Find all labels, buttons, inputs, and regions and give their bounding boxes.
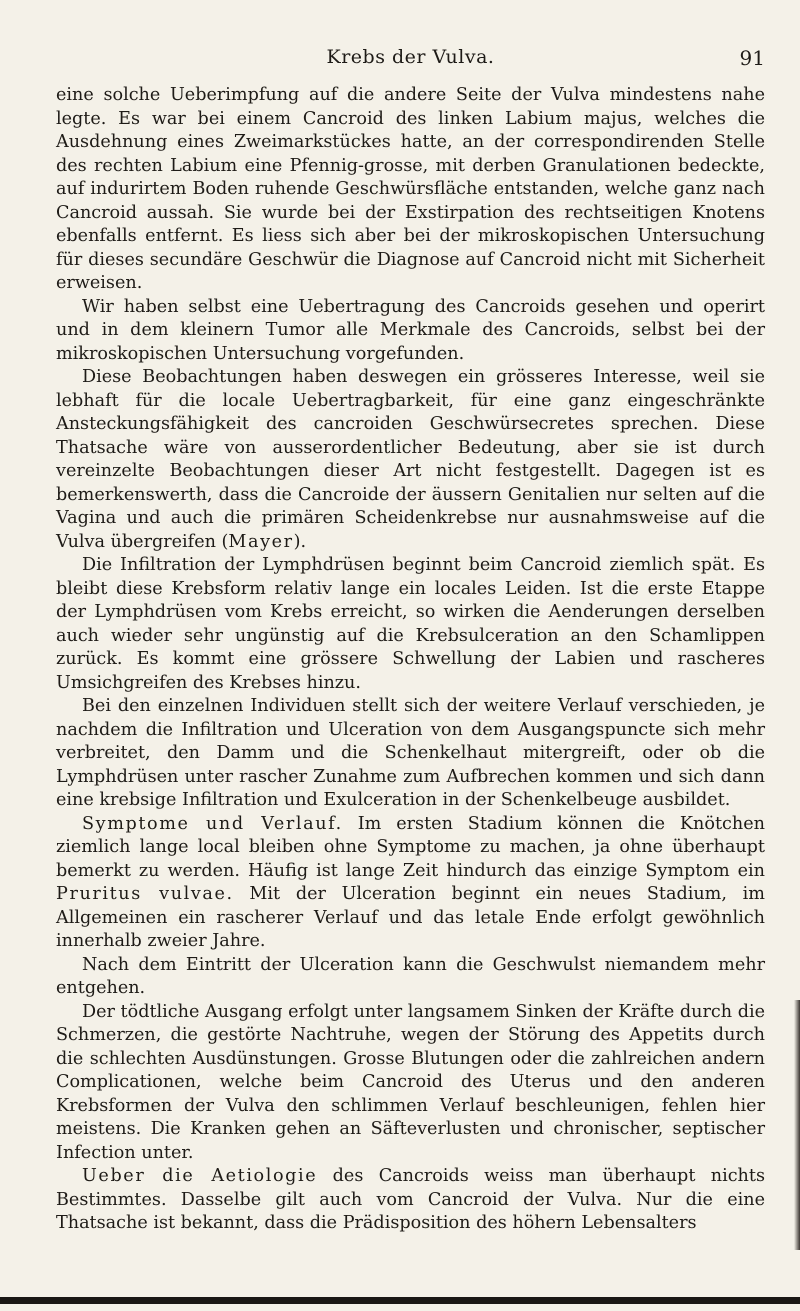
paragraph bbox=[56, 695, 765, 813]
text-run: Im ersten Stadium können die Knötchen ziemlich lange local bleiben ohne Symptome zu machen, ja ohne überhaupt bemerkt zu werden. Häufig ist lange Zeit hindurch das einzige Symptom ein bbox=[56, 813, 765, 881]
spaced-term: Mayer bbox=[228, 531, 294, 552]
paragraph bbox=[56, 296, 765, 367]
bottom-rule bbox=[0, 1297, 800, 1304]
text-run: Diese Beobachtungen haben deswegen ein grösseres Interesse, weil sie lebhaft für die locale Uebertragbarkeit, für eine ganz eingeschränkte Ansteckungsfähigkeit des cancroiden Geschwürsecretes sprechen. Diese Thatsache wäre von ausserordentlicher Bedeutung, aber sie ist durch vereinzelte Beobachtungen dieser Art nicht festgestellt. Dagegen ist es bemerkenswerth, dass die Cancroide der äussern Genitalien nur selten auf die Vagina und auch die primären Scheidenkrebse nur ausnahmsweise auf die Vulva übergreifen ( bbox=[56, 367, 765, 552]
text-run: Mit der Ulceration beginnt ein neues Stadium, im Allgemeinen ein rascherer Verlauf und das letale Ende erfolgt gewöhnlich innerhalb zweier Jahre. bbox=[56, 884, 765, 951]
paragraph bbox=[56, 954, 765, 1001]
running-head: Krebs der Vulva. bbox=[326, 46, 495, 68]
spaced-term: Symptome und Verlauf. bbox=[82, 813, 343, 834]
paragraph bbox=[56, 1001, 765, 1166]
text-run: Der tödtliche Ausgang erfolgt unter langsamem Sinken der Kräfte durch die Schmerzen, die gestörte Nachtruhe, wegen der Störung des Appetits durch die schlechten Ausdünstungen. Grosse Blutungen oder die zahlreichen andern Complicationen, welche beim Cancroid des Uterus und den anderen Krebsformen der Vulva den schlimmen Verlauf beschleunigen, fehlen hier meistens. Die Kranken gehen an Säfteverlusten und chronischer, septischer Infection unter. bbox=[56, 1001, 765, 1163]
text-run: ). bbox=[293, 531, 307, 552]
text-run: Wir haben selbst eine Uebertragung des Cancroids gesehen und operirt und in dem kleinern Tumor alle Merkmale des Cancroids, selbst bei der mikroskopischen Untersuchung vorgefunden. bbox=[56, 296, 765, 364]
paragraph bbox=[56, 813, 765, 954]
page-number: 91 bbox=[739, 46, 765, 70]
page-header bbox=[56, 44, 765, 76]
paragraph bbox=[56, 554, 765, 695]
text-run: Bei den einzelnen Individuen stellt sich der weitere Verlauf verschieden, je nachdem die Infiltration und Ulceration von dem Ausgangspuncte sich mehr verbreitet, den Damm und die Schenkelhaut mitergreift, oder ob die Lymphdrüsen unter rascher Zunahme zum Aufbrechen kommen und sich dann eine krebsige Infiltration und Exulceration in der Schenkelbeuge ausbildet. bbox=[56, 696, 765, 810]
spaced-term: Ueber die Aetiologie bbox=[82, 1166, 318, 1186]
paragraph bbox=[56, 84, 765, 296]
paragraph bbox=[56, 366, 765, 554]
page-edge-shadow bbox=[794, 1000, 800, 1250]
text-run: des Cancroids weiss man überhaupt nichts Bestimmtes. Dasselbe gilt auch vom Cancroid der Vulva. Nur die eine Thatsache ist bekannt, dass die Prädisposition des höhern Lebensalters bbox=[56, 1166, 765, 1233]
body-text bbox=[56, 84, 765, 1236]
text-run: eine solche Ueberimpfung auf die andere Seite der Vulva mindestens nahe legte. Es war bei einem Cancroid des linken Labium majus, welches die Ausdehnung eines Zweimarkstückes hatte, an der correspondirenden Stelle des rechten Labium eine Pfennig-grosse, mit derben Granulationen bedeckte, auf indurirtem Boden ruhende Geschwürsfläche entstanden, welche ganz nach Cancroid aussah. Sie wurde bei der Exstirpation des rechtseitigen Knotens ebenfalls entfernt. Es liess sich aber bei der mikroskopischen Untersuchung für dieses secundäre Geschwür die Diagnose auf Cancroid nicht mit Sicherheit erweisen. bbox=[56, 85, 765, 293]
text-run: Die Infiltration der Lymphdrüsen beginnt beim Cancroid ziemlich spät. Es bleibt diese Krebsform relativ lange ein locales Leiden. Ist die erste Etappe der Lymphdrüsen vom Krebs erreicht, so wirken die Aenderungen derselben auch wieder sehr ungünstig auf die Krebsulceration an den Schamlippen zurück. Es kommt eine grössere Schwellung der Labien und rascheres Umsichgreifen des Krebses hinzu. bbox=[56, 555, 765, 693]
paragraph bbox=[56, 1165, 765, 1236]
spaced-term: Pruritus vulvae. bbox=[56, 884, 234, 904]
text-run: Nach dem Eintritt der Ulceration kann die Geschwulst niemandem mehr entgehen. bbox=[56, 954, 765, 998]
